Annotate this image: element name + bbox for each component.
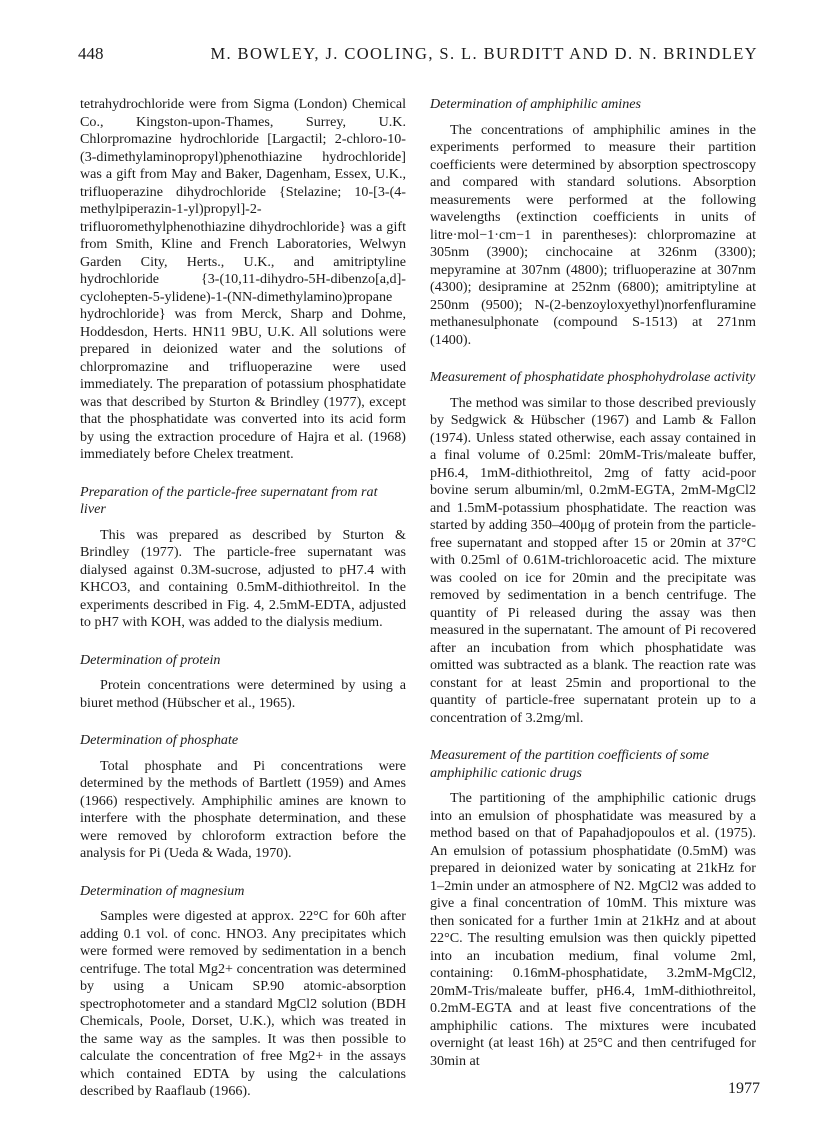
section-heading-magnesium: Determination of magnesium [80,882,245,899]
section-heading-phosphohydrolase: Measurement of phosphatidate phosphohydrolase activity [430,369,756,385]
section-text-magnesium: Samples were digested at approx. 22°C for 60h after adding 0.1 vol. of conc. HNO3. Any precipitates which were formed were removed by sedimentation in a bench centrifuge. The total Mg2+ concentration was determined by using a Unicam SP.90 atomic-absorption spectrophotometer and a standard MgCl2 solution (BDH Chemicals, Poole, Dorset, U.K.), which was treated in the same way as the samples. It was then possible to calculate the concentration of free Mg2+ in the assays which contained EDTA by using the calculations described by Raaflaub (1966). [80,908,406,1099]
section-heading-protein: Determination of protein [80,651,221,668]
section-text-amphiphilic-amines: The concentrations of amphiphilic amines in the experiments performed to measure their partition coefficients were determined by absorption spectroscopy and compared with standard solutions. Absorption measurements were performed at the following wavelengths (extinction coefficients in units of litre·mol−1·cm−1 in parentheses): chlorpromazine at 305nm (3900); cinchocaine at 326nm (3300); mepyramine at 307nm (4800); trifluoperazine at 307nm (4300); desipramine at 252nm (6800); amitriptyline at 250nm (9500); N-(2-benzoyloxyethyl)norfenfluramine methanesulphonate (compound S-1513) at 271nm (1400). [430,121,756,348]
section-heading-phosphate: Determination of phosphate [80,732,239,748]
section-heading-supernatant: Preparation of the particle-free supernatant from rat liver [80,483,378,517]
right-column [430,96,756,1070]
section-text-phosphate: Total phosphate and Pi concentrations were determined by the methods of Bartlett (1959) and Ames (1966) respectively. Amphiphilic amines are known to interfere with the phosphate determination, and these were removed by chloroform extraction before the analysis for Pi (Ueda & Wada, 1970). [80,757,406,861]
section-text-protein: Protein concentrations were determined by using a biuret method (Hübscher et al., 1965). [80,677,406,711]
footer-year: 1977 [728,1080,760,1097]
section-heading-amphiphilic-amines: Determination of amphiphilic amines [430,96,641,112]
section-text-phosphohydrolase: The method was similar to those described previously by Sedgwick & Hübscher (1967) and Lamb & Fallon (1974). Unless stated otherwise, each assay contained in a final volume of 0.25ml: 20mM-Tris/maleate buffer, pH6.4, 1mM-dithiothreitol, 2mg of fatty acid-poor bovine serum albumin/ml, 0.2mM-EGTA, 2mM-MgCl2 and 1.5mM-potassium phosphatidate. The reaction was started by adding 350–400μg of protein from the particle-free supernatant and stopped after 15 or 20min at 37°C with 0.25ml of 0.61M-trichloroacetic acid. The mixture was cooled on ice for 20min and the precipitate was removed by sedimentation in a bench centrifuge. The quantity of Pi released during the assay was then measured in the supernatant. The amount of Pi recovered after an incubation from which phosphatidate was omitted was subtracted as a blank. The reaction rate was constant for at least 25min and proportional to the quantity of particle-free supernatant protein up to a concentration of 3.2mg/ml. [430,394,756,726]
section-text-supernatant: This was prepared as described by Sturton & Brindley (1977). The particle-free supernatant was dialysed against 0.3M-sucrose, adjusted to pH7.4 with KHCO3, and containing 0.5mM-dithiothreitol. In the experiments described in Fig. 4, 2.5mM-EDTA, adjusted to pH7 with KOH, was added to the dialysis medium. [80,526,406,630]
page-header [78,44,758,72]
section-text-partition: The partitioning of the amphiphilic cationic drugs into an emulsion of phosphatidate was measured by a method based on that of Papahadjopoulos et al. (1975). An emulsion of potassium phosphatidate (0.5mM) was prepared in deionized water by sonicating at 21kHz for 1–2min under an atmosphere of N2. MgCl2 was added to give a final concentration of 10mM. This mixture was then sonicated for a further 1min at 21kHz and at about 22°C. The resulting emulsion was then quickly pipetted into an incubation medium, final volume 2ml, containing: 0.16mM-phosphatidate, 3.2mM-MgCl2, 20mM-Tris/maleate buffer, pH6.4, 1mM-dithiothreitol, 0.2mM-EGTA and at least five concentrations of the amphiphilic cations. The mixtures were incubated overnight (at least 16h) at 25°C and then centrifuged for 30min at [430,790,756,1069]
left-column [80,96,406,1101]
intro-paragraph: tetrahydrochloride were from Sigma (London) Chemical Co., Kingston-upon-Thames, Surrey, U.K. Chlorpromazine hydrochloride [Largactil; 2-chloro-10-(3-dimethylaminopropyl)phenothiazine hydrochloride] was a gift from May and Baker, Dagenham, Essex, U.K., trifluoperazine dihydrochloride {Stelazine; 10-[3-(4-methylpiperazin-1-yl)propyl]-2-trifluoromethylphenothiazine dihydrochloride} was a gift from Smith, Kline and French Laboratories, Welwyn Garden City, Herts., U.K., and amitriptyline hydrochloride {3-(10,11-dihydro-5H-dibenzo[a,d]-cyclohepten-5-ylidene)-1-(NN-dimethylamino)propane hydrochloride} was from Merck, Sharp and Dohme, Hoddesdon, Herts. HN11 9BU, U.K. All solutions were prepared in deionized water and the solutions of chlorpromazine and trifluoperazine were used immediately. The preparation of potassium phosphatidate was that described by Sturton & Brindley (1977), except that the phosphatidate was converted into its acid form by using the extraction procedure of Hajra et al. (1968) immediately before Chelex treatment. [80,96,406,462]
page-number: 448 [78,44,104,63]
section-heading-partition: Measurement of the partition coefficients of some amphiphilic cationic drugs [430,747,709,781]
running-head: M. BOWLEY, J. COOLING, S. L. BURDITT AND D. N. BRINDLEY [210,44,758,63]
